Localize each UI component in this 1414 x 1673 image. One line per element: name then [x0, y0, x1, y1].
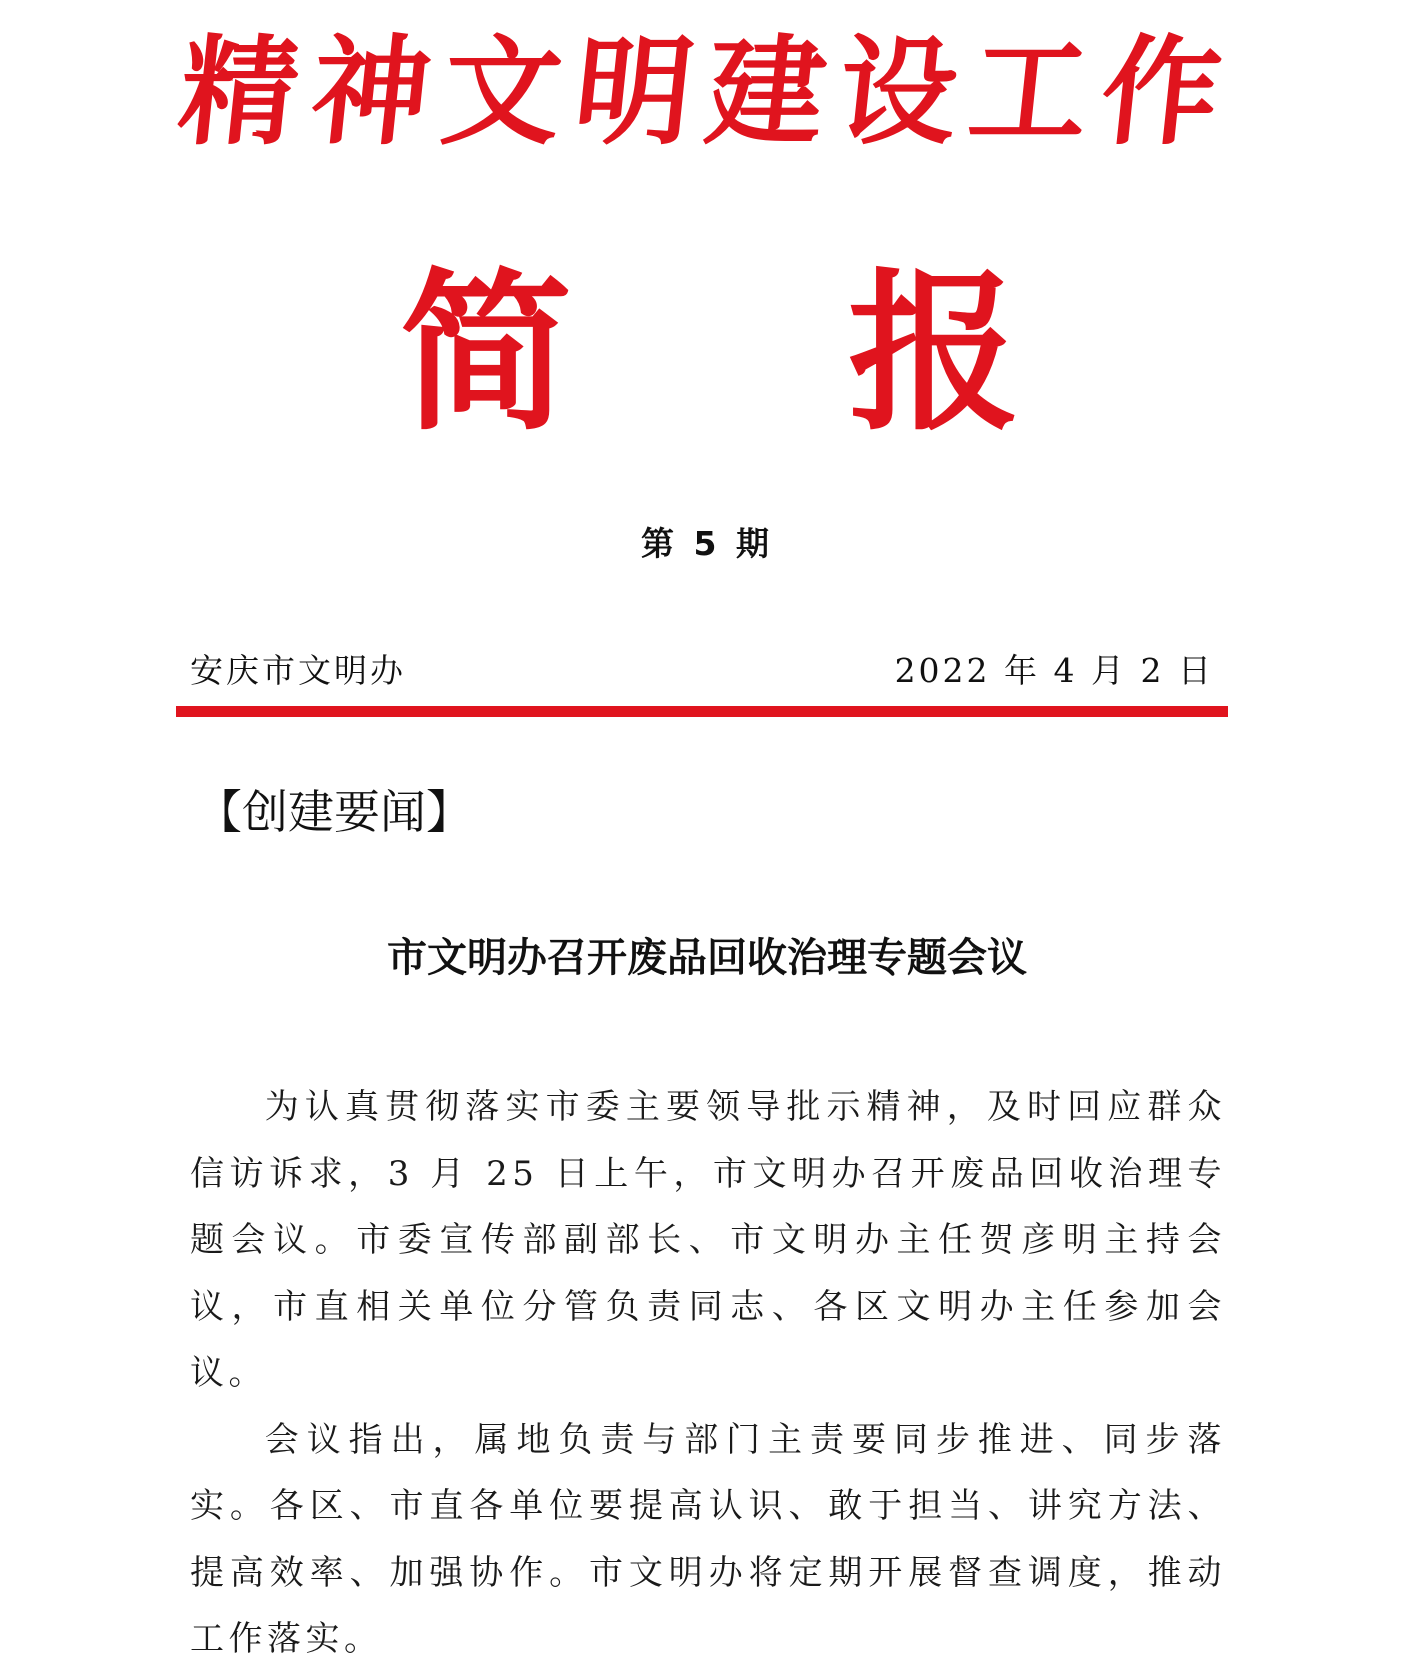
article-body	[190, 1074, 1226, 1673]
masthead-char: 工	[962, 22, 1096, 161]
article-paragraph: 为认真贯彻落实市委主要领导批示精神，及时回应群众信访诉求，3 月 25 日上午，市文明办召开废品回收治理专题会议。市委宣传部副部长、市文明办主任贺彦明主持会议，市直相关单位分管负责同志、各区文明办主任参加会议。	[190, 1087, 1226, 1393]
issuer: 安庆市文明办	[190, 651, 406, 690]
masthead-char: 建	[699, 22, 833, 161]
bulletin-char: 报	[848, 251, 1020, 454]
bulletin-heading	[400, 251, 1020, 454]
masthead-title	[172, 22, 1228, 162]
section-tag: 【创建要闻】	[196, 785, 472, 839]
masthead-char: 明	[567, 22, 701, 161]
red-divider	[176, 706, 1228, 717]
bulletin-char: 简	[400, 251, 572, 454]
masthead-char: 精	[172, 22, 306, 161]
masthead-char: 作	[1094, 22, 1228, 161]
masthead-char: 文	[436, 22, 569, 161]
issue-date: 2022 年 4 月 2 日	[894, 651, 1214, 690]
article-title: 市文明办召开废品回收治理专题会议	[387, 934, 1027, 981]
masthead-char: 设	[831, 22, 964, 161]
article-paragraph: 会议指出，属地负责与部门主责要同步推进、同步落实。各区、市直各单位要提高认识、敢于担当、讲究方法、提高效率、加强协作。市文明办将定期开展督查调度，推动工作落实。	[190, 1419, 1226, 1659]
masthead-char: 神	[304, 22, 438, 161]
issue-number: 第 5 期	[641, 524, 773, 563]
